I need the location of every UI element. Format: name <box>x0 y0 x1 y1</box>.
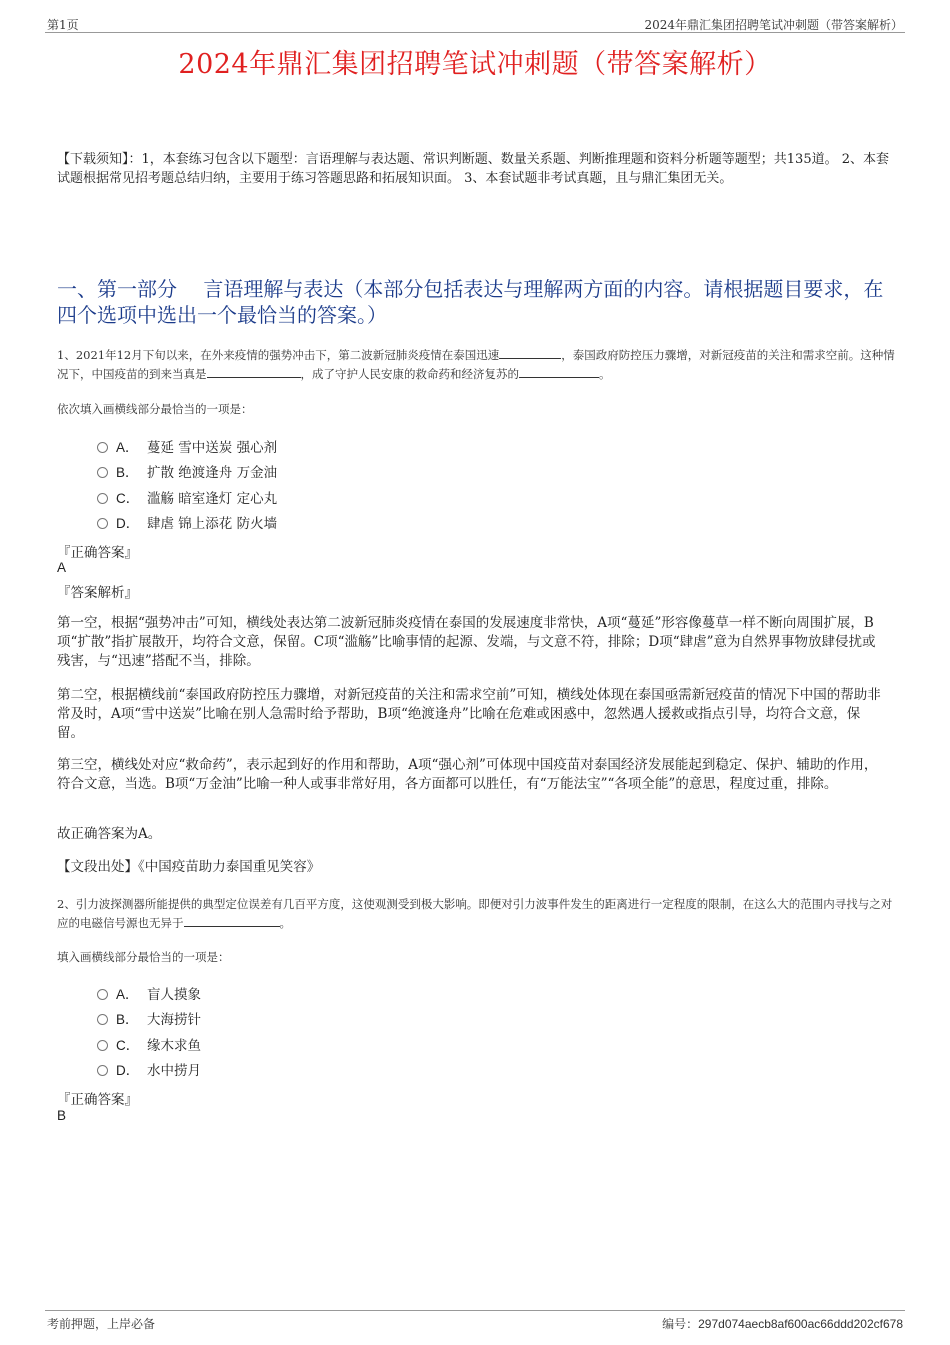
passage-source: 【文段出处】《中国疫苗助力泰国重见笑容》 <box>57 859 321 875</box>
option-text: 滥觞 暗室逢灯 定心丸 <box>147 490 278 507</box>
radio-button[interactable] <box>97 442 108 453</box>
analysis-paragraph: 第三空，横线处对应“救命药”，表示起到好的作用和帮助，A项“强心剂”可体现中国疫苗对泰国经济发展能起到稳定、保护、辅助的作用，符合文意，当选。B项“万金油”比喻一种人或事非常好用，各方面都可以胜任，有“万能法宝”“各项全能”的意思，程度过重，排除。 <box>57 757 878 792</box>
q2-text-part-1: 2、引力波探测器所能提供的典型定位误差有几百平方度，这使观测受到极大影响。即便对引力波事件发生的距离进行一定程度的限制，在这么大的范围内寻找与之对应的电磁信号源也无异于 <box>57 897 893 930</box>
analysis-conclusion: 故正确答案为A。 <box>57 826 162 842</box>
question-2-text <box>57 895 897 933</box>
analysis-label: 『答案解析』 <box>57 585 138 601</box>
radio-button[interactable] <box>97 518 108 529</box>
q1-text-part-4: 。 <box>599 367 611 381</box>
radio-button[interactable] <box>97 1014 108 1025</box>
option-text: 水中捞月 <box>147 1063 201 1080</box>
download-notice: 【下载须知】：1，本套练习包含以下题型：言语理解与表达题、常识判断题、数量关系题、判断推理题和资料分析题等题型；共135道。 2、本套试题根据常见招考题总结归纳，主要用于练习答题思路和拓展知识面。 3、本套试题非考试真题，且与鼎汇集团无关。 <box>57 152 889 186</box>
option-letter: D． <box>116 516 140 532</box>
question-1-options <box>97 433 277 535</box>
option-text: 蔓延 雪中送炭 强心剂 <box>147 439 278 456</box>
correct-answer: B <box>57 1108 67 1123</box>
analysis-paragraph: 第二空，根据横线前“泰国政府防控压力骤增，对新冠疫苗的关注和需求空前”可知，横线处体现在泰国亟需新冠疫苗的情况下中国的帮助非常及时，A项“雪中送炭”比喻在别人急需时给予帮助，B项“绝渡逢舟”比喻在危难或困惑中，忽然遇人援救或指点引导，均符合文意，保留。 <box>57 687 881 741</box>
option-letter: A． <box>116 439 139 455</box>
option-letter: C． <box>116 490 140 506</box>
analysis-paragraph: 第一空，根据“强势冲击”可知，横线处表达第二波新冠肺炎疫情在泰国的发展速度非常快，A项“蔓延”形容像蔓草一样不断向周围扩展，B项“扩散”指扩展散开，均符合文意，保留。C项“滥觞”比喻事情的起源、发端，与文意不符，排除；D项“肆虐”意为自然界事物放肆侵扰或残害，与“迅速”搭配不当，排除。 <box>57 615 876 669</box>
option-text: 扩散 绝渡逢舟 万金油 <box>147 465 278 482</box>
option-b[interactable] <box>97 1006 201 1032</box>
page-header <box>45 14 905 33</box>
option-a[interactable] <box>97 980 201 1006</box>
option-c[interactable] <box>97 1031 201 1057</box>
footer-code <box>662 1315 903 1332</box>
radio-button[interactable] <box>97 467 108 478</box>
option-letter: D． <box>116 1063 140 1079</box>
q1-text-part-2: ，泰国政府防控压力骤增，对新冠疫苗的关注和需求空前。这种情况下，中国疫苗的到来当真是 <box>57 348 895 381</box>
fill-blank <box>184 915 280 927</box>
option-text: 缘木求鱼 <box>147 1037 201 1054</box>
option-a[interactable] <box>97 433 277 459</box>
option-d[interactable] <box>97 1057 201 1083</box>
option-b[interactable] <box>97 459 277 485</box>
option-letter: B． <box>116 1012 139 1028</box>
page-number: 第1页 <box>47 18 79 32</box>
question-2-options <box>97 980 201 1082</box>
radio-button[interactable] <box>97 989 108 1000</box>
radio-button[interactable] <box>97 1040 108 1051</box>
correct-answer: A <box>57 560 67 575</box>
q1-text-part-3: ，成了守护人民安康的救命药和经济复苏的 <box>300 367 519 381</box>
correct-answer-label: 『正确答案』 <box>57 545 138 561</box>
page-footer <box>45 1310 905 1331</box>
option-letter: A． <box>116 986 139 1002</box>
q2-text-part-2: 。 <box>279 916 291 930</box>
footer-code-label: 编号： <box>662 1317 699 1331</box>
footer-slogan: 考前押题，上岸必备 <box>47 1317 156 1331</box>
fill-blank <box>499 347 561 359</box>
option-text: 大海捞针 <box>147 1012 201 1029</box>
correct-answer-label: 『正确答案』 <box>57 1092 138 1108</box>
option-text: 肆虐 锦上添花 防火墙 <box>147 516 278 533</box>
header-doc-title: 2024年鼎汇集团招聘笔试冲刺题（带答案解析） <box>644 18 903 32</box>
section-title: 一、第一部分 言语理解与表达（本部分包括表达与理解两方面的内容。请根据题目要求，在四个选项中选出一个最恰当的答案。） <box>57 277 884 327</box>
question-1-text <box>57 346 897 384</box>
fill-blank <box>519 366 599 378</box>
radio-button[interactable] <box>97 1065 108 1076</box>
option-letter: C． <box>116 1037 140 1053</box>
fill-blank <box>207 366 301 378</box>
document-title: 2024年鼎汇集团招聘笔试冲刺题（带答案解析） <box>178 49 772 80</box>
question-2-prompt: 填入画横线部分最恰当的一项是： <box>57 950 230 964</box>
option-text: 盲人摸象 <box>147 986 201 1003</box>
option-d[interactable] <box>97 510 277 536</box>
question-1-prompt: 依次填入画横线部分最恰当的一项是： <box>57 402 253 416</box>
option-c[interactable] <box>97 484 277 510</box>
footer-code-value: 297d074aecb8af600ac66ddd202cf678 <box>698 1317 903 1331</box>
option-letter: B． <box>116 465 139 481</box>
q1-text-part-1: 1、2021年12月下旬以来，在外来疫情的强势冲击下，第二波新冠肺炎疫情在泰国迅速 <box>57 348 500 362</box>
radio-button[interactable] <box>97 493 108 504</box>
